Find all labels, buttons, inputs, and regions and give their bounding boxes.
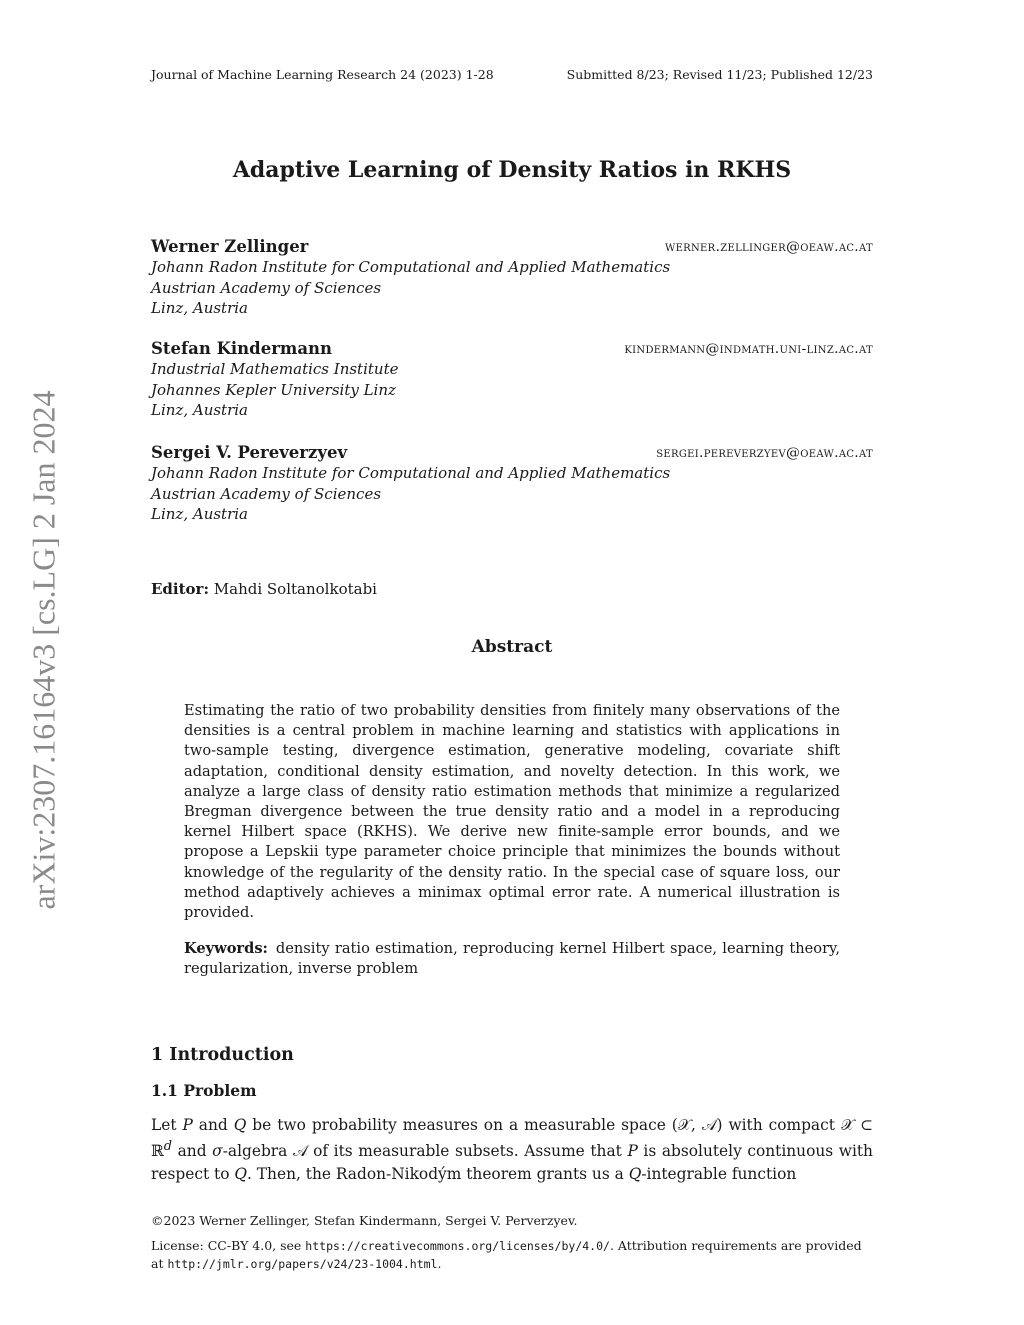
arxiv-stamp-text: arXiv:2307.16164v3 [cs.LG] 2 Jan 2024	[25, 390, 62, 910]
affiliation-line: Johann Radon Institute for Computational and Applied Mathematics	[151, 464, 671, 482]
journal-header: Journal of Machine Learning Research 24 (2023) 1-28	[151, 67, 494, 82]
editor-label: Editor:	[151, 580, 209, 598]
editor-name: Mahdi Soltanolkotabi	[213, 580, 377, 598]
author-name: Sergei V. Pereverzyev	[151, 443, 348, 462]
section-heading: 1 Introduction	[151, 1045, 294, 1065]
author-name: Stefan Kindermann	[151, 339, 333, 358]
abstract-text: Estimating the ratio of two probability densities from finitely many observations of the densities is a central problem in machine learning and statistics with applications in two-sample testing, divergence estimation, generative modeling, covariate shift adaptation, conditional density estimation, and novelty detection. In this work, we analyze a large class of density ratio estimation methods that minimize a regularized Bregman divergence between the true density ratio and a model in a reproducing kernel Hilbert space (RKHS). We derive new finite-sample error bounds, and we propose a Lepskii type parameter choice principle that minimizes the bounds without knowledge of the regularity of the density ratio. In the special case of square loss, our method adaptively achieves a minimax optimal error rate. A numerical illustration is provided.	[184, 702, 840, 922]
author-email[interactable]: werner.zellinger@oeaw.ac.at	[665, 239, 873, 255]
paper-title: Adaptive Learning of Density Ratios in RKHS	[232, 157, 792, 183]
author-email[interactable]: sergei.pereverzyev@oeaw.ac.at	[656, 445, 873, 461]
keywords-text: density ratio estimation, reproducing kernel Hilbert space, learning theory, regularization, inverse problem	[184, 940, 840, 978]
subsection-heading: 1.1 Problem	[151, 1081, 257, 1100]
affiliation-line: Industrial Mathematics Institute	[151, 360, 399, 378]
affiliation-line: Austrian Academy of Sciences	[151, 484, 382, 503]
license-link[interactable]: https://creativecommons.org/licenses/by/4.0/	[305, 1239, 610, 1253]
license-notice: License: CC-BY 4.0, see https://creativecommons.org/licenses/by/4.0/. Attribution requirements are provided at http://jmlr.org/papers/v24/23-1004.html.	[151, 1238, 862, 1271]
affiliation-line: Johann Radon Institute for Computational and Applied Mathematics	[151, 258, 671, 276]
keywords	[184, 939, 840, 979]
author-block-3	[151, 443, 873, 525]
affiliation-line: Austrian Academy of Sciences	[151, 278, 382, 297]
affiliation-line: Linz, Austria	[151, 299, 248, 317]
editor-line	[151, 580, 377, 598]
publication-dates: Submitted 8/23; Revised 11/23; Published 12/23	[566, 67, 873, 82]
author-name: Werner Zellinger	[151, 237, 309, 256]
author-block-1	[151, 237, 873, 319]
attribution-link[interactable]: http://jmlr.org/papers/v24/23-1004.html	[167, 1257, 438, 1271]
intro-paragraph: Let P and Q be two probability measures on a measurable space (𝒳, 𝒜) with compact 𝒳 ⊂ ℝ$^d$ and σ-algebra 𝒜 of its measurable subsets. Assume that P is absolutely continuous with respect to Q. Then, the Radon-Nikodým theorem grants us a Q-integrable function	[151, 1116, 873, 1183]
abstract-heading: Abstract	[471, 637, 553, 657]
keywords-label: Keywords:	[184, 940, 268, 957]
affiliation-line: Linz, Austria	[151, 505, 248, 523]
author-block-2	[151, 339, 873, 421]
copyright-notice: ©2023 Werner Zellinger, Stefan Kindermann, Sergei V. Perverzyev.	[151, 1213, 578, 1228]
affiliation-line: Johannes Kepler University Linz	[151, 380, 396, 399]
affiliation-line: Linz, Austria	[151, 401, 248, 419]
author-email[interactable]: kindermann@indmath.uni-linz.ac.at	[624, 341, 873, 357]
